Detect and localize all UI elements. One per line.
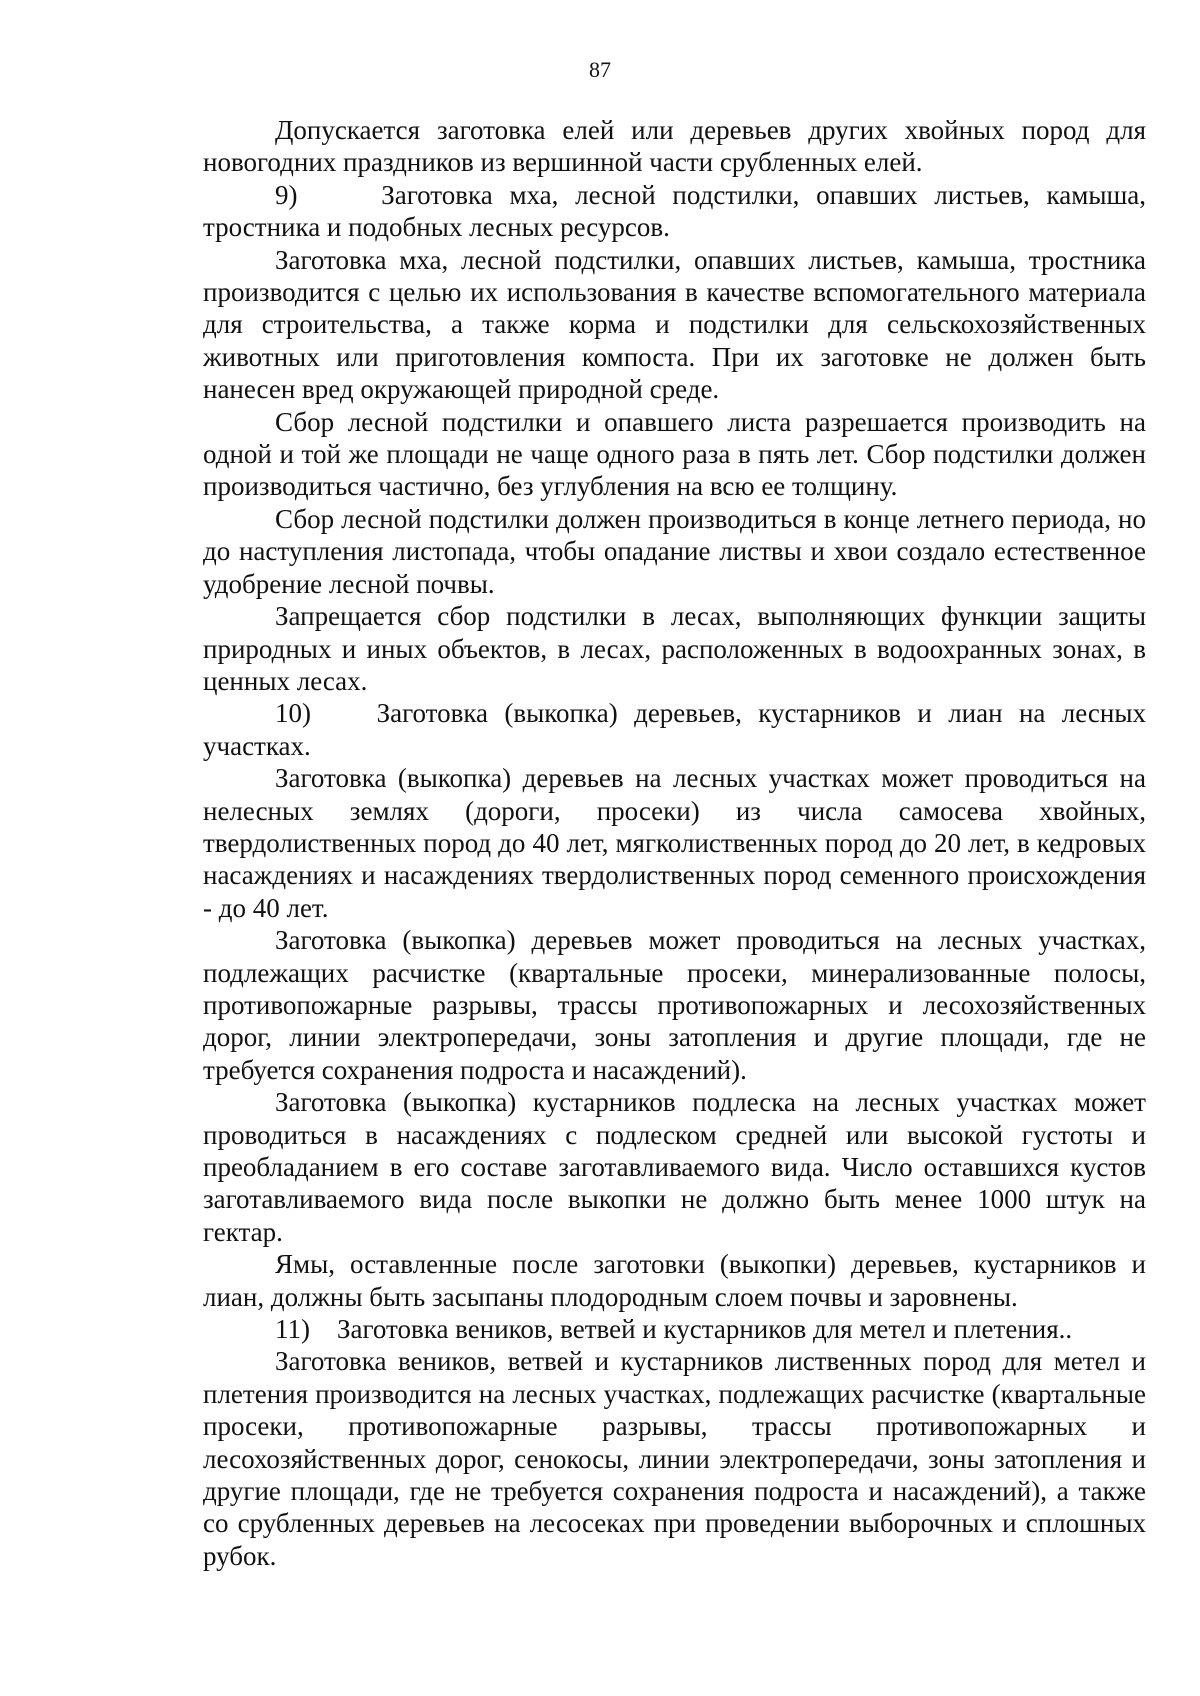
paragraph-litter-frequency: Сбор лесной подстилки и опавшего листа разрешается производить на одной и той же площади не чаще одного раза в пять лет. Сбор подстилки должен производиться частично, без углубления на всю ее толщину.	[203, 406, 1146, 502]
paragraph-fir-harvesting-note: Допускается заготовка елей или деревьев других хвойных пород для новогодних праздников из вершинной части срубленных елей.	[203, 115, 1146, 178]
paragraph-pits-filling: Ямы, оставленные после заготовки (выкопки) деревьев, кустарников и лиан, должны быть засыпаны плодородным слоем почвы и заровнены.	[203, 1249, 1146, 1312]
paragraph-item-10-heading: 10) Заготовка (выкопка) деревьев, кустарников и лиан на лесных участках.	[203, 698, 1146, 761]
page-number: 87	[589, 57, 611, 82]
paragraph-litter-season: Сбор лесной подстилки должен производиться в конце летнего периода, но до наступления листопада, чтобы опадание листвы и хвои создало естественное удобрение лесной почвы.	[203, 503, 1146, 599]
paragraph-litter-prohibition: Запрещается сбор подстилки в лесах, выполняющих функции защиты природных и иных объектов, в лесах, расположенных в водоохранных зонах, в ценных лесах.	[203, 601, 1146, 696]
paragraph-shrub-digging: Заготовка (выкопка) кустарников подлеска на лесных участках может проводиться в насаждениях с подлеском средней или высокой густоты и преобладанием в его составе заготавливаемого вида. Число оставшихся кустов заготавливаемого вида после выкопки не должно быть менее 1000 штук на гектар.	[203, 1087, 1146, 1247]
paragraph-brooms-branches: Заготовка веников, ветвей и кустарников лиственных пород для метел и плетения производится на лесных участках, подлежащих расчистке (квартальные просеки, противопожарные разрывы, трассы противопожарных и лесохозяйственных дорог, сенокосы, линии электропередачи, зоны затопления и другие площади, где не требуется сохранения подроста и насаждений), а также со срубленных деревьев на лесосеках при проведении выборочных и сплошных рубок.	[203, 1346, 1146, 1571]
document-body	[203, 114, 1146, 1572]
paragraph-moss-litter-purpose: Заготовка мха, лесной подстилки, опавших листьев, камыша, тростника производится с целью их использования в качестве вспомогательного материала для строительства, а также корма и подстилки для сельскохозяйственных животных или приготовления компоста. При их заготовке не должен быть нанесен вред окружающей природной среде.	[203, 244, 1146, 405]
paragraph-item-11-heading: 11) Заготовка веников, ветвей и кустарников для метел и плетения..	[275, 1314, 1073, 1345]
paragraph-tree-digging-nonforest: Заготовка (выкопка) деревьев на лесных участках может проводиться на нелесных землях (дороги, просеки) из числа самосева хвойных, твердолиственных пород до 40 лет, мягколиственных пород до 20 лет, в кедровых насаждениях и насаждениях твердолиственных пород семенного происхождения - до 40 лет.	[203, 763, 1146, 923]
paragraph-item-9-heading: 9) Заготовка мха, лесной подстилки, опавших листьев, камыша, тростника и подобных лесных ресурсов.	[203, 179, 1146, 243]
paragraph-tree-digging-clearing: Заготовка (выкопка) деревьев может проводиться на лесных участках, подлежащих расчистке (квартальные просеки, минерализованные полосы, противопожарные разрывы, трассы противопожарных и лесохозяйственных дорог, линии электропередачи, зоны затопления и другие площади, где не требуется сохранения подроста и насаждений).	[203, 925, 1146, 1085]
